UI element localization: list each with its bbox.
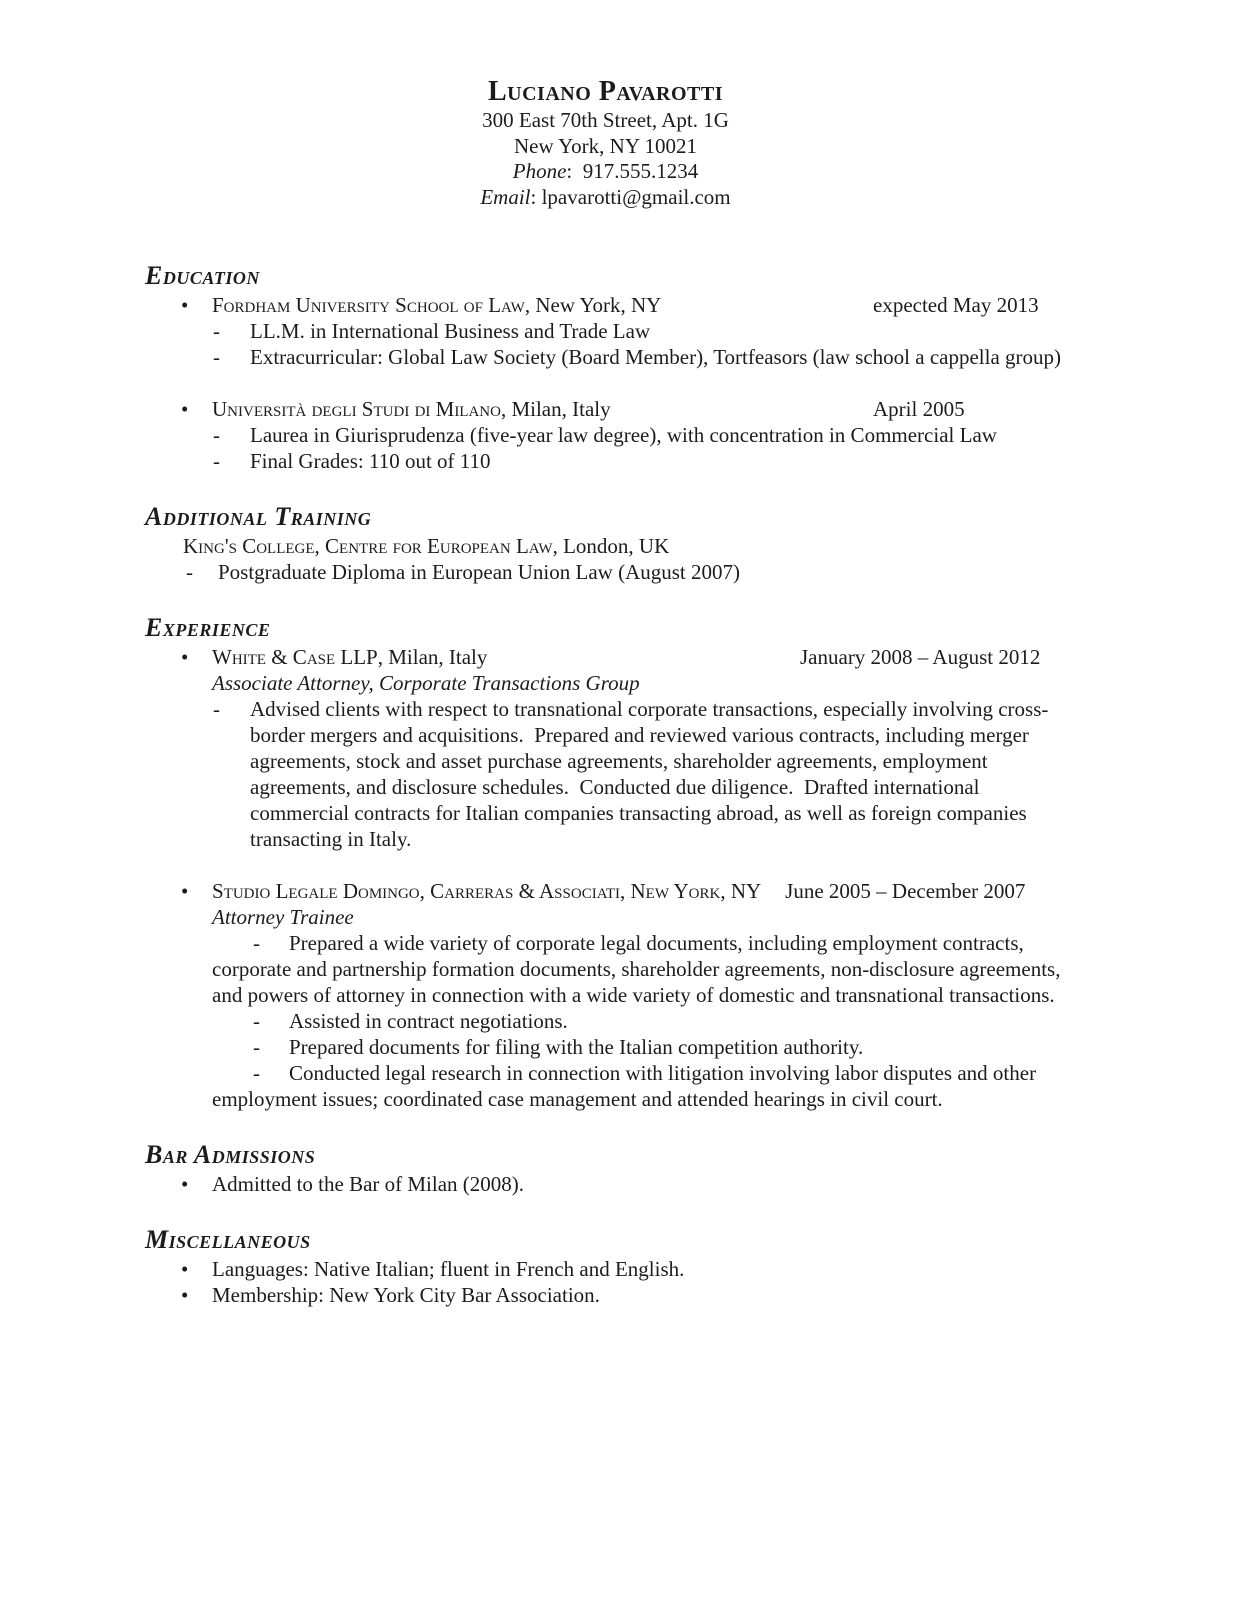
detail-text: Conducted legal research in connection with litigation involving labor disputes and other employment issues; coordinated case management and attended hearings in civil court. — [212, 1061, 1042, 1111]
school-name: Università degli Studi di Milano — [212, 397, 501, 421]
section-experience — [145, 612, 1066, 1112]
education-detail — [145, 344, 1066, 370]
miscellaneous-item-languages — [145, 1256, 1066, 1282]
experience-detail — [212, 1060, 1066, 1112]
person-name: Luciano Pavarotti — [487, 76, 724, 107]
employer-location: , Milan, Italy — [377, 645, 488, 669]
education-date: expected May 2013 — [873, 293, 1039, 317]
detail-text: Postgraduate Diploma in European Union Law (August 2007) — [218, 560, 740, 584]
education-item-milano — [145, 396, 1066, 422]
detail-text: LL.M. in International Business and Trade Law — [250, 319, 651, 343]
education-item-fordham — [145, 292, 1066, 318]
experience-detail — [145, 696, 1066, 852]
section-education — [145, 260, 1066, 474]
bullet-text: Languages: Native Italian; fluent in French and English. — [212, 1257, 685, 1281]
education-heading: Education — [145, 261, 260, 290]
email-label: Email — [480, 184, 531, 209]
phone-line — [145, 159, 1066, 185]
address-line-2: New York, NY 10021 — [514, 133, 697, 158]
additional-training-heading: Additional Training — [145, 502, 372, 531]
section-additional-training — [145, 501, 1066, 585]
experience-item-studio-legale — [145, 878, 1066, 904]
miscellaneous-item-membership — [145, 1282, 1066, 1308]
header — [145, 76, 1066, 210]
detail-text: Prepared a wide variety of corporate legal documents, including employment contracts, corporate and partnership formation documents, shareholder agreements, non-disclosure agreements, and powers of attorney in connection with a wide variety of domestic and transnational transactions. — [212, 931, 1066, 1007]
training-institution — [145, 533, 1066, 559]
dash-marker — [253, 1035, 260, 1059]
training-detail — [145, 559, 1066, 585]
section-bar-admissions — [145, 1139, 1066, 1197]
education-detail — [145, 318, 1066, 344]
education-date: April 2005 — [873, 397, 965, 421]
bar-admissions-heading: Bar Admissions — [145, 1140, 316, 1169]
dash-marker — [253, 931, 260, 955]
employment-dates: June 2005 – December 2007 — [785, 879, 1026, 903]
address-line-1: 300 East 70th Street, Apt. 1G — [482, 108, 729, 132]
detail-text: Advised clients with respect to transnational corporate transactions, especially involving cross-border mergers and acquisitions. Prepared and reviewed various contracts, including merger agreements, stock and asset purchase agreements, shareholder agreements, employment agreements, and disclosure schedules. Conducted due diligence. Drafted international commercial contracts for Italian companies transacting abroad, as well as foreign companies transacting in Italy. — [250, 697, 1049, 851]
phone-label: Phone — [512, 159, 567, 183]
experience-heading: Experience — [145, 613, 271, 642]
section-miscellaneous — [145, 1224, 1066, 1308]
email-value: : lpavarotti@gmail.com — [530, 184, 731, 209]
institution-location: , London, UK — [552, 534, 670, 558]
phone-value: : 917.555.1234 — [566, 159, 699, 183]
detail-text: Final Grades: 110 out of 110 — [250, 449, 491, 473]
job-title: Attorney Trainee — [212, 905, 354, 929]
miscellaneous-heading: Miscellaneous — [145, 1225, 311, 1254]
bullet-text: Admitted to the Bar of Milan (2008). — [212, 1172, 525, 1196]
detail-text: Laurea in Giurisprudenza (five-year law degree), with concentration in Commercial Law — [250, 423, 997, 447]
detail-text: Prepared documents for filing with the Italian competition authority. — [289, 1035, 864, 1059]
bar-admission-item — [145, 1171, 1066, 1197]
institution-name: King's College, Centre for European Law — [183, 534, 553, 558]
school-location: , New York, NY — [524, 293, 662, 317]
school-name: Fordham University School of Law — [212, 293, 525, 317]
employment-dates: January 2008 – August 2012 — [800, 645, 1041, 669]
dash-marker — [253, 1009, 260, 1033]
email-line — [145, 185, 1066, 211]
dash-marker — [253, 1061, 260, 1085]
employer-name: White & Case LLP — [212, 645, 378, 669]
spacer — [145, 852, 1066, 878]
experience-detail — [212, 1008, 1066, 1034]
experience-detail — [212, 930, 1066, 1008]
employer-name: Studio Legale Domingo, Carreras & Associati, New York, NY — [212, 879, 762, 903]
bullet-text: Membership: New York City Bar Association. — [212, 1283, 600, 1307]
spacer — [145, 370, 1066, 396]
education-detail — [145, 422, 1066, 448]
detail-text: Assisted in contract negotiations. — [289, 1009, 568, 1033]
experience-detail — [212, 1034, 1066, 1060]
job-title: Associate Attorney, Corporate Transactions Group — [212, 671, 640, 695]
detail-text: Extracurricular: Global Law Society (Board Member), Tortfeasors (law school a cappella group) — [250, 345, 1062, 369]
experience-item-white-case — [145, 644, 1066, 670]
education-detail — [145, 448, 1066, 474]
school-location: , Milan, Italy — [500, 397, 611, 421]
